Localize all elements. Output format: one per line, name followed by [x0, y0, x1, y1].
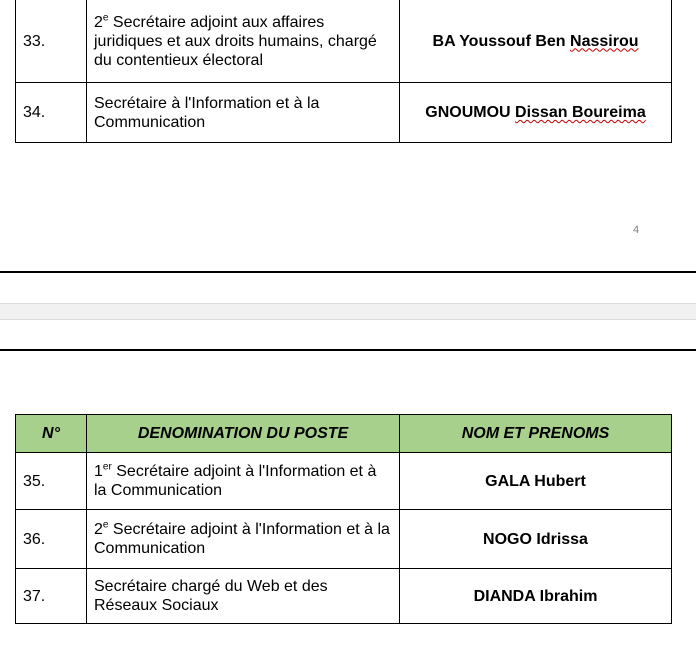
row-number: 37.	[16, 569, 87, 624]
row-number: 34.	[16, 83, 87, 143]
page-4	[0, 0, 696, 272]
member-name: NOGO Idrissa	[400, 510, 672, 569]
table-row	[16, 510, 672, 569]
member-name-text: GNOUMOU	[425, 104, 516, 121]
row-number: 35.	[16, 453, 87, 510]
page-gap	[0, 274, 696, 350]
table-row	[16, 453, 672, 510]
page-number: 4	[633, 224, 640, 236]
spellcheck-underlined-word: Dissan Boureima	[515, 104, 646, 121]
post-title-text: Secrétaire adjoint aux affaires juridiques et aux droits humains, chargé du contentieux électoral	[94, 13, 377, 69]
member-name: DIANDA Ibrahim	[400, 569, 672, 624]
column-header-post: DENOMINATION DU POSTE	[87, 415, 400, 453]
table-row	[16, 569, 672, 624]
ordinal-suffix: e	[102, 519, 109, 531]
row-number: 36.	[16, 510, 87, 569]
member-name-text: BA Youssouf Ben	[432, 32, 571, 50]
post-title	[87, 0, 400, 83]
member-name	[400, 0, 672, 83]
member-name: GALA Hubert	[400, 453, 672, 510]
column-header-number: N°	[16, 415, 87, 453]
officers-table-continued	[15, 0, 672, 143]
ordinal: 2	[94, 13, 103, 31]
post-title	[87, 453, 400, 510]
officers-table	[15, 414, 672, 624]
post-title-text: Secrétaire adjoint à l'Information et à la Communication	[94, 463, 377, 499]
post-title: Secrétaire chargé du Web et des Réseaux Sociaux	[87, 569, 400, 624]
ordinal-suffix: er	[102, 461, 112, 473]
post-title	[87, 510, 400, 569]
page-bottom-edge	[0, 271, 696, 273]
ordinal-suffix: e	[102, 12, 109, 24]
table-row	[16, 83, 672, 143]
row-number: 33.	[16, 0, 87, 83]
post-title-text: Secrétaire adjoint à l'Information et à la Communication	[94, 521, 390, 557]
table-row	[16, 0, 672, 83]
ordinal: 2	[94, 521, 103, 538]
member-name	[400, 83, 672, 143]
ordinal: 1	[94, 463, 103, 480]
page-5	[0, 351, 696, 653]
page-break-strip	[0, 303, 696, 320]
table-header-row	[16, 415, 672, 453]
column-header-name: NOM ET PRENOMS	[400, 415, 672, 453]
spellcheck-underlined-word: Nassirou	[570, 32, 639, 50]
post-title: Secrétaire à l'Information et à la Communication	[87, 83, 400, 143]
